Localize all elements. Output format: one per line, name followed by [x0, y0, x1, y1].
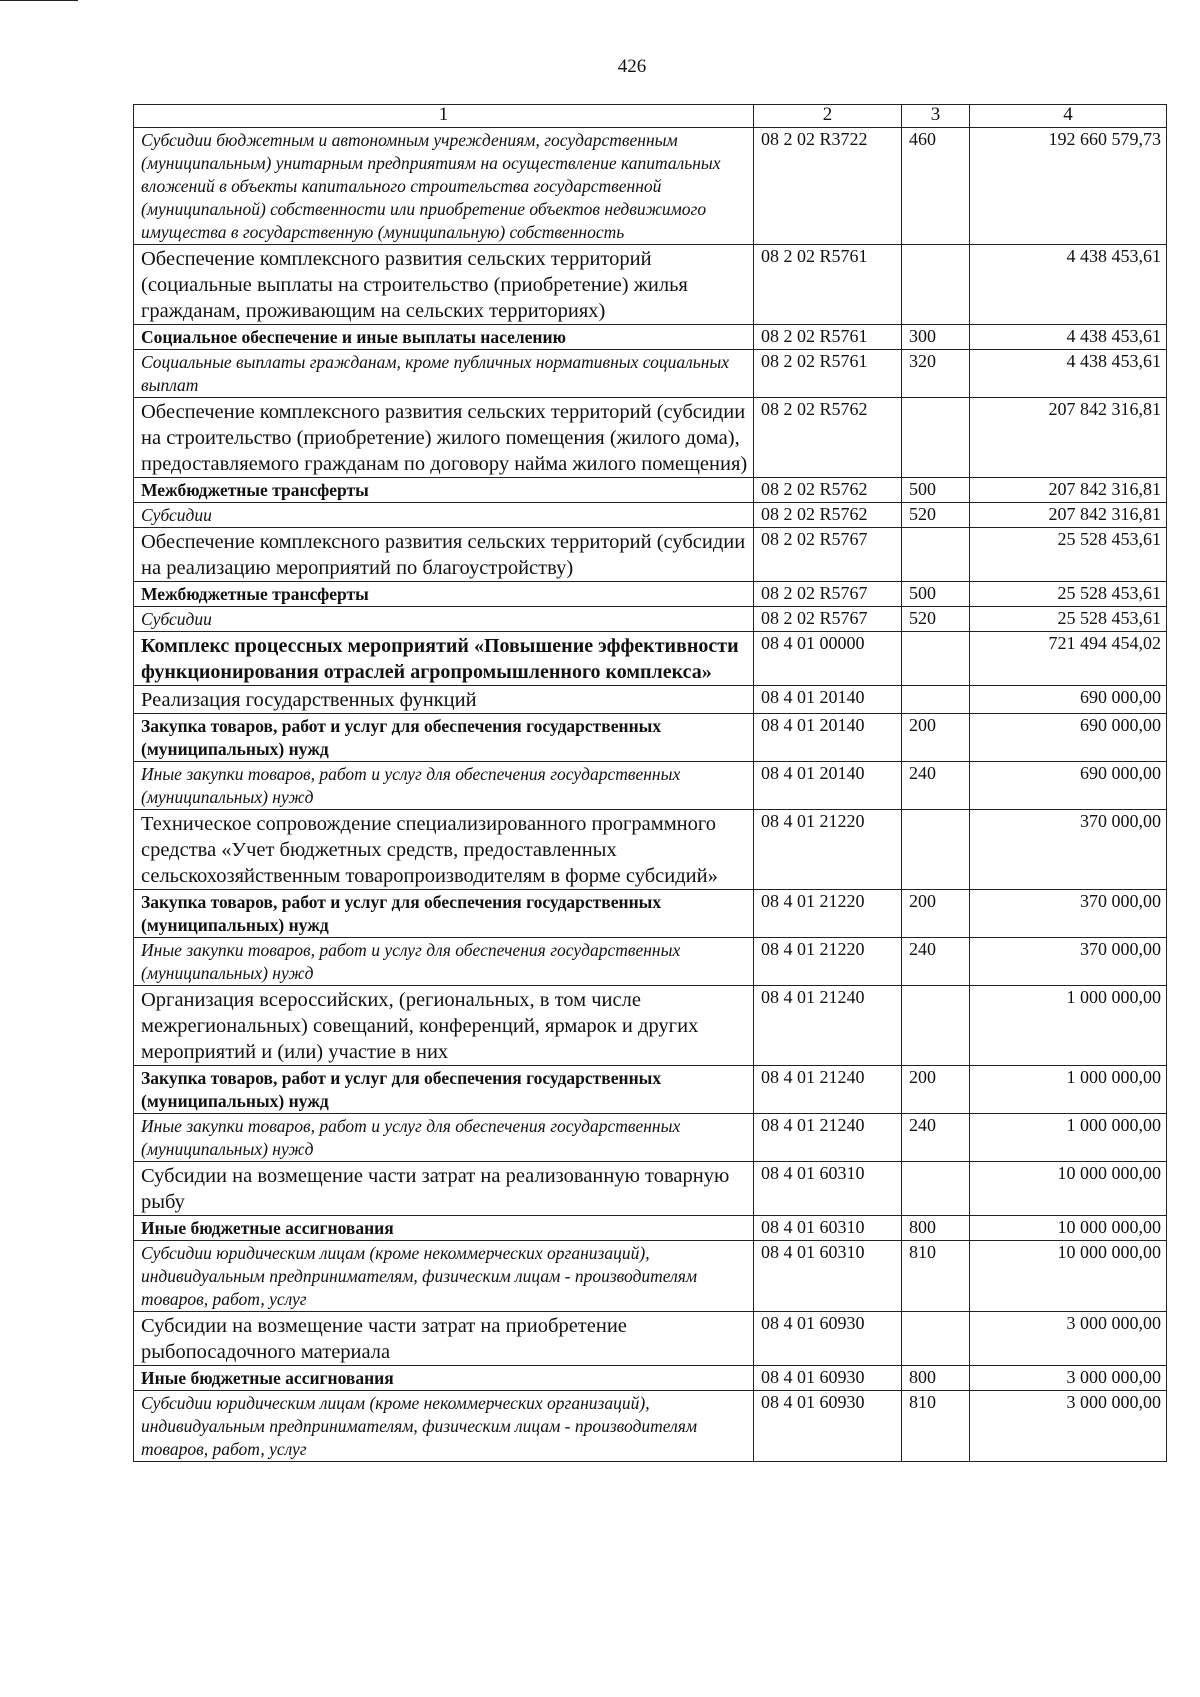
row-name: Субсидии [134, 503, 754, 528]
row-code: 08 4 01 20140 [754, 686, 902, 714]
table-row [134, 1241, 1167, 1312]
row-code: 08 4 01 60310 [754, 1162, 902, 1216]
row-expense-type [902, 632, 970, 686]
budget-table [133, 104, 1167, 1462]
row-amount: 25 528 453,61 [970, 607, 1167, 632]
row-amount: 192 660 579,73 [970, 128, 1167, 245]
row-name: Закупка товаров, работ и услуг для обеспечения государственных (муниципальных) нужд [134, 890, 754, 938]
row-amount: 690 000,00 [970, 686, 1167, 714]
table-row [134, 350, 1167, 398]
row-name: Обеспечение комплексного развития сельских территорий (субсидии на реализацию мероприятий по благоустройству) [134, 528, 754, 582]
header-col-amount: 4 [970, 105, 1167, 128]
row-code: 08 4 01 00000 [754, 632, 902, 686]
row-expense-type: 460 [902, 128, 970, 245]
row-expense-type: 810 [902, 1241, 970, 1312]
row-name: Межбюджетные трансферты [134, 478, 754, 503]
row-code: 08 4 01 21240 [754, 1114, 902, 1162]
row-code: 08 4 01 21220 [754, 810, 902, 890]
table-body [134, 128, 1167, 1462]
row-code: 08 2 02 R5767 [754, 582, 902, 607]
row-code: 08 2 02 R5762 [754, 503, 902, 528]
table-row [134, 810, 1167, 890]
row-code: 08 4 01 20140 [754, 714, 902, 762]
row-code: 08 4 01 21240 [754, 986, 902, 1066]
table-row [134, 325, 1167, 350]
row-expense-type: 240 [902, 1114, 970, 1162]
row-code: 08 4 01 21240 [754, 1066, 902, 1114]
row-code: 08 2 02 R5767 [754, 607, 902, 632]
row-name: Субсидии [134, 607, 754, 632]
table-row [134, 128, 1167, 245]
row-amount: 4 438 453,61 [970, 350, 1167, 398]
row-name: Иные бюджетные ассигнования [134, 1366, 754, 1391]
row-expense-type [902, 986, 970, 1066]
row-expense-type [902, 686, 970, 714]
row-name: Межбюджетные трансферты [134, 582, 754, 607]
row-amount: 4 438 453,61 [970, 245, 1167, 325]
row-code: 08 2 02 R5767 [754, 528, 902, 582]
row-amount: 1 000 000,00 [970, 986, 1167, 1066]
row-code: 08 4 01 60310 [754, 1216, 902, 1241]
header-row [134, 105, 1167, 128]
row-amount: 10 000 000,00 [970, 1216, 1167, 1241]
table-row [134, 582, 1167, 607]
row-name: Субсидии на возмещение части затрат на приобретение рыбопосадочного материала [134, 1312, 754, 1366]
row-code: 08 4 01 20140 [754, 762, 902, 810]
table-row [134, 1216, 1167, 1241]
table-row [134, 1391, 1167, 1462]
row-expense-type: 240 [902, 762, 970, 810]
row-expense-type: 200 [902, 890, 970, 938]
row-code: 08 4 01 60930 [754, 1391, 902, 1462]
table-row [134, 1366, 1167, 1391]
row-expense-type: 300 [902, 325, 970, 350]
table-row [134, 686, 1167, 714]
row-name: Иные закупки товаров, работ и услуг для обеспечения государственных (муниципальных) нужд [134, 762, 754, 810]
header-col-name: 1 [134, 105, 754, 128]
row-amount: 3 000 000,00 [970, 1391, 1167, 1462]
row-name: Иные закупки товаров, работ и услуг для обеспечения государственных (муниципальных) нужд [134, 1114, 754, 1162]
row-amount: 4 438 453,61 [970, 325, 1167, 350]
row-code: 08 4 01 60930 [754, 1366, 902, 1391]
table-row [134, 528, 1167, 582]
table-row [134, 762, 1167, 810]
table-row [134, 607, 1167, 632]
row-name: Субсидии бюджетным и автономным учреждениям, государственным (муниципальным) унитарным предприятиям на осуществление капитальных вложений в объекты капитального строительства государственной (муниципальной) собственности или приобретение объектов недвижимого имущества в государственную (муниципальную) собственность [134, 128, 754, 245]
table-row [134, 1114, 1167, 1162]
row-code: 08 4 01 21220 [754, 938, 902, 986]
row-amount: 207 842 316,81 [970, 398, 1167, 478]
row-expense-type: 800 [902, 1216, 970, 1241]
table-row [134, 986, 1167, 1066]
row-expense-type: 320 [902, 350, 970, 398]
row-name: Обеспечение комплексного развития сельских территорий (социальные выплаты на строительство (приобретение) жилья гражданам, проживающим на сельских территориях) [134, 245, 754, 325]
row-amount: 1 000 000,00 [970, 1114, 1167, 1162]
table-row [134, 1066, 1167, 1114]
row-name: Закупка товаров, работ и услуг для обеспечения государственных (муниципальных) нужд [134, 1066, 754, 1114]
header-col-vr: 3 [902, 105, 970, 128]
row-expense-type: 800 [902, 1366, 970, 1391]
row-name: Субсидии юридическим лицам (кроме некоммерческих организаций), индивидуальным предпринимателям, физическим лицам - производителям товаров, работ, услуг [134, 1391, 754, 1462]
row-expense-type: 200 [902, 1066, 970, 1114]
row-amount: 690 000,00 [970, 762, 1167, 810]
table-row [134, 503, 1167, 528]
row-expense-type: 520 [902, 607, 970, 632]
row-code: 08 4 01 21220 [754, 890, 902, 938]
table-row [134, 1162, 1167, 1216]
row-amount: 3 000 000,00 [970, 1366, 1167, 1391]
row-amount: 370 000,00 [970, 938, 1167, 986]
row-code: 08 2 02 R5761 [754, 245, 902, 325]
row-expense-type: 500 [902, 478, 970, 503]
row-amount: 10 000 000,00 [970, 1241, 1167, 1312]
row-amount: 3 000 000,00 [970, 1312, 1167, 1366]
row-amount: 690 000,00 [970, 714, 1167, 762]
row-name: Субсидии юридическим лицам (кроме некоммерческих организаций), индивидуальным предпринимателям, физическим лицам - производителям товаров, работ, услуг [134, 1241, 754, 1312]
table-row [134, 890, 1167, 938]
table-row [134, 938, 1167, 986]
row-name: Закупка товаров, работ и услуг для обеспечения государственных (муниципальных) нужд [134, 714, 754, 762]
row-name: Субсидии на возмещение части затрат на реализованную товарную рыбу [134, 1162, 754, 1216]
header-col-code: 2 [754, 105, 902, 128]
row-amount: 10 000 000,00 [970, 1162, 1167, 1216]
row-name: Комплекс процессных мероприятий «Повышение эффективности функционирования отраслей агропромышленного комплекса» [134, 632, 754, 686]
row-expense-type [902, 528, 970, 582]
row-amount: 25 528 453,61 [970, 582, 1167, 607]
row-expense-type: 200 [902, 714, 970, 762]
table-row [134, 632, 1167, 686]
page-number: 426 [617, 56, 647, 77]
row-amount: 370 000,00 [970, 810, 1167, 890]
row-name: Обеспечение комплексного развития сельских территорий (субсидии на строительство (приобретение) жилого помещения (жилого дома), предоставляемого гражданам по договору найма жилого помещения) [134, 398, 754, 478]
row-code: 08 2 02 R5762 [754, 398, 902, 478]
row-expense-type [902, 1312, 970, 1366]
row-code: 08 2 02 R5761 [754, 350, 902, 398]
row-expense-type: 520 [902, 503, 970, 528]
row-name: Иные закупки товаров, работ и услуг для обеспечения государственных (муниципальных) нужд [134, 938, 754, 986]
table-row [134, 1312, 1167, 1366]
table-row [134, 398, 1167, 478]
row-expense-type [902, 245, 970, 325]
row-expense-type: 810 [902, 1391, 970, 1462]
row-code: 08 2 02 R3722 [754, 128, 902, 245]
row-amount: 721 494 454,02 [970, 632, 1167, 686]
row-name: Иные бюджетные ассигнования [134, 1216, 754, 1241]
row-code: 08 4 01 60310 [754, 1241, 902, 1312]
row-code: 08 2 02 R5761 [754, 325, 902, 350]
row-code: 08 4 01 60930 [754, 1312, 902, 1366]
row-amount: 207 842 316,81 [970, 503, 1167, 528]
corner-scan-mark [0, 0, 78, 9]
row-amount: 25 528 453,61 [970, 528, 1167, 582]
table-row [134, 245, 1167, 325]
row-name: Организация всероссийских, (региональных, в том числе межрегиональных) совещаний, конференций, ярмарок и других мероприятий и (или) участие в них [134, 986, 754, 1066]
row-expense-type [902, 810, 970, 890]
row-name: Социальное обеспечение и иные выплаты населению [134, 325, 754, 350]
row-amount: 370 000,00 [970, 890, 1167, 938]
row-name: Техническое сопровождение специализированного программного средства «Учет бюджетных средств, предоставленных сельскохозяйственным товаропроизводителям в форме субсидий» [134, 810, 754, 890]
row-expense-type [902, 398, 970, 478]
row-amount: 1 000 000,00 [970, 1066, 1167, 1114]
table-row [134, 478, 1167, 503]
row-name: Реализация государственных функций [134, 686, 754, 714]
row-expense-type: 500 [902, 582, 970, 607]
row-code: 08 2 02 R5762 [754, 478, 902, 503]
row-expense-type [902, 1162, 970, 1216]
row-amount: 207 842 316,81 [970, 478, 1167, 503]
table-row [134, 714, 1167, 762]
row-expense-type: 240 [902, 938, 970, 986]
row-name: Социальные выплаты гражданам, кроме публичных нормативных социальных выплат [134, 350, 754, 398]
